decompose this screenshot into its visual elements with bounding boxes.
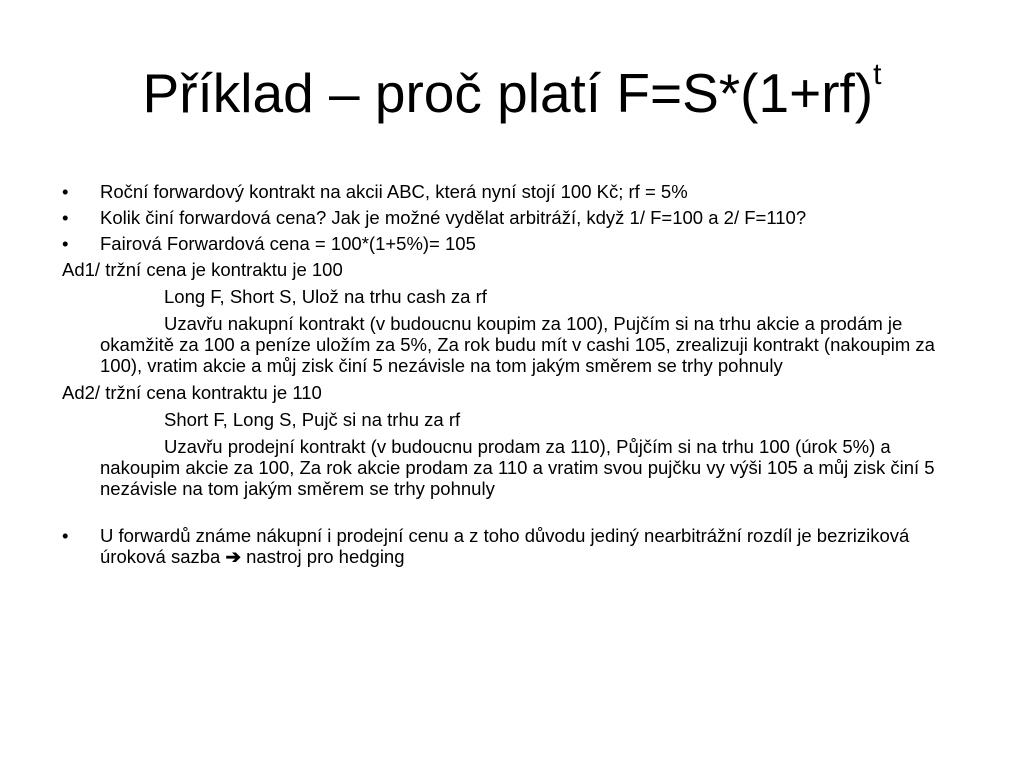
spacer <box>62 505 962 525</box>
ad1-heading: Ad1/ tržní cena je kontraktu je 100 <box>62 259 343 280</box>
ad2-heading: Ad2/ tržní cena kontraktu je 110 <box>62 382 322 403</box>
slide-content <box>62 181 962 572</box>
bullet-point: • <box>62 181 69 202</box>
right-arrow-icon: ➔ <box>225 546 241 567</box>
conclusion-text-after: nastroj pro hedging <box>240 546 405 567</box>
bullet-item <box>62 233 962 254</box>
ad2-explanation: Uzavřu prodejní kontrakt (v budoucnu prodam za 110), Půjčím si na trhu 100 (úrok 5%) a nakoupim akcie za 100, Za rok akcie prodam za 110 a vratim svou pujčku vy výši 105 a můj zisk činí 5 nezávisle na tom jakým směrem se trhy pohnuly <box>100 436 935 499</box>
bullet-text: Fairová Forwardová cena = 100*(1+5%)= 105 <box>100 233 476 254</box>
slide-title-text: Příklad – proč platí F=S*(1+rf) <box>142 62 874 124</box>
bullet-text: Roční forwardový kontrakt na akcii ABC, která nyní stojí 100 Kč; rf = 5% <box>100 181 688 202</box>
bullet-point: • <box>62 207 69 228</box>
bullet-item <box>62 181 962 202</box>
bullet-point: • <box>62 525 69 546</box>
slide-title <box>0 58 1024 128</box>
ad1-explanation: Uzavřu nakupní kontrakt (v budoucnu koupim za 100), Pujčím si na trhu akcie a prodám je okamžitě za 100 a peníze uložím za 5%, Za rok budu mít v cashi 105, zrealizuji kontrakt (nakoupim za 100), vratim akcie a můj zisk činí 5 nezávisle na tom jakým směrem se trhy pohnuly <box>100 313 935 376</box>
bullet-item <box>62 207 962 228</box>
ad2-position: Short F, Long S, Pujč si na trhu za rf <box>164 409 461 430</box>
slide-title-superscript: t <box>873 58 882 91</box>
bullet-text: Kolik činí forwardová cena? Jak je možné vydělat arbitráží, když 1/ F=100 a 2/ F=110? <box>100 207 807 228</box>
conclusion-bullet <box>62 525 962 567</box>
ad1-position: Long F, Short S, Ulož na trhu cash za rf <box>164 286 487 307</box>
conclusion-text-before: U forwardů známe nákupní i prodejní cenu a z toho důvodu jediný nearbitrážní rozdíl je bezriziková úroková sazba <box>100 525 910 567</box>
bullet-point: • <box>62 233 69 254</box>
